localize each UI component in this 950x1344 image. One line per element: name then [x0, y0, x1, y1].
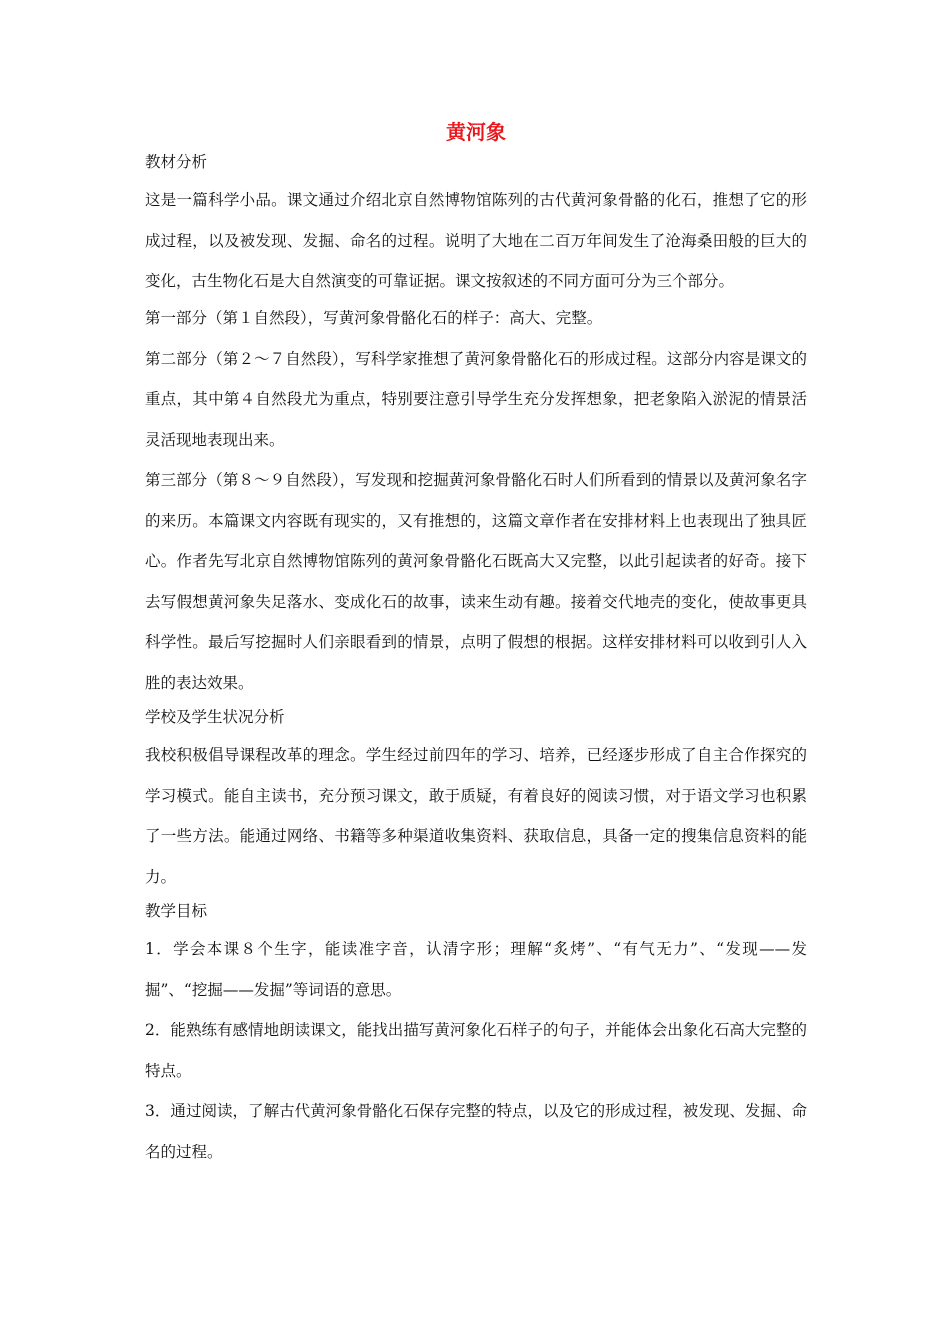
paragraph-overview: 这是一篇科学小品。课文通过介绍北京自然博物馆陈列的古代黄河象骨骼的化石，推想了它的形成过程，以及被发现、发掘、命名的过程。说明了大地在二百万年间发生了沧海桑田般的巨大的变化，古生物化石是大自然演变的可靠证据。课文按叙述的不同方面可分为三个部分。	[145, 191, 807, 290]
paragraph-part-two: 第二部分（第２～７自然段），写科学家推想了黄河象骨骼化石的形成过程。这部分内容是课文的重点，其中第４自然段尤为重点，特别要注意引导学生充分发挥想象，把老象陷入淤泥的情景活灵活现地表现出来。	[145, 349, 807, 449]
goal-item-3: 3．通过阅读，了解古代黄河象骨骼化石保存完整的特点，以及它的形成过程，被发现、发掘、命名的过程。	[145, 1102, 807, 1161]
goal-item-2: 2．能熟练有感情地朗读课文，能找出描写黄河象化石样子的句子，并能体会出象化石高大完整的特点。	[145, 1021, 807, 1080]
paragraph-student-analysis: 我校积极倡导课程改革的理念。学生经过前四年的学习、培养，已经逐步形成了自主合作探究的学习模式。能自主读书，充分预习课文，敢于质疑，有着良好的阅读习惯，对于语文学习也积累了一些方法。能通过网络、书籍等多种渠道收集资料、获取信息，具备一定的搜集信息资料的能力。	[145, 746, 807, 886]
section-heading-student-analysis: 学校及学生状况分析	[145, 708, 285, 726]
section-heading-textbook-analysis: 教材分析	[145, 153, 208, 171]
paragraph-part-three: 第三部分（第８～９自然段），写发现和挖掘黄河象骨骼化石时人们所看到的情景以及黄河象名字的来历。本篇课文内容既有现实的，又有推想的，这篇文章作者在安排材料上也表现出了独具匠心。作者先写北京自然博物馆陈列的黄河象骨骼化石既高大又完整，以此引起读者的好奇。接下去写假想黄河象失足落水、变成化石的故事，读来生动有趣。接着交代地壳的变化，使故事更具科学性。最后写挖掘时人们亲眼看到的情景，点明了假想的根据。这样安排材料可以收到引人入胜的表达效果。	[145, 471, 807, 692]
document-content	[145, 118, 807, 1172]
paragraph-part-one: 第一部分（第１自然段），写黄河象骨骼化石的样子：高大、完整。	[145, 308, 603, 327]
goal-item-1: 1．学会本课８个生字，能读准字音，认清字形；理解“炙烤”、“有气无力”、“发现——发掘”、“挖掘——发掘”等词语的意思。	[145, 940, 807, 999]
document-title: 黄河象	[446, 120, 506, 144]
section-heading-teaching-goals: 教学目标	[145, 902, 208, 920]
